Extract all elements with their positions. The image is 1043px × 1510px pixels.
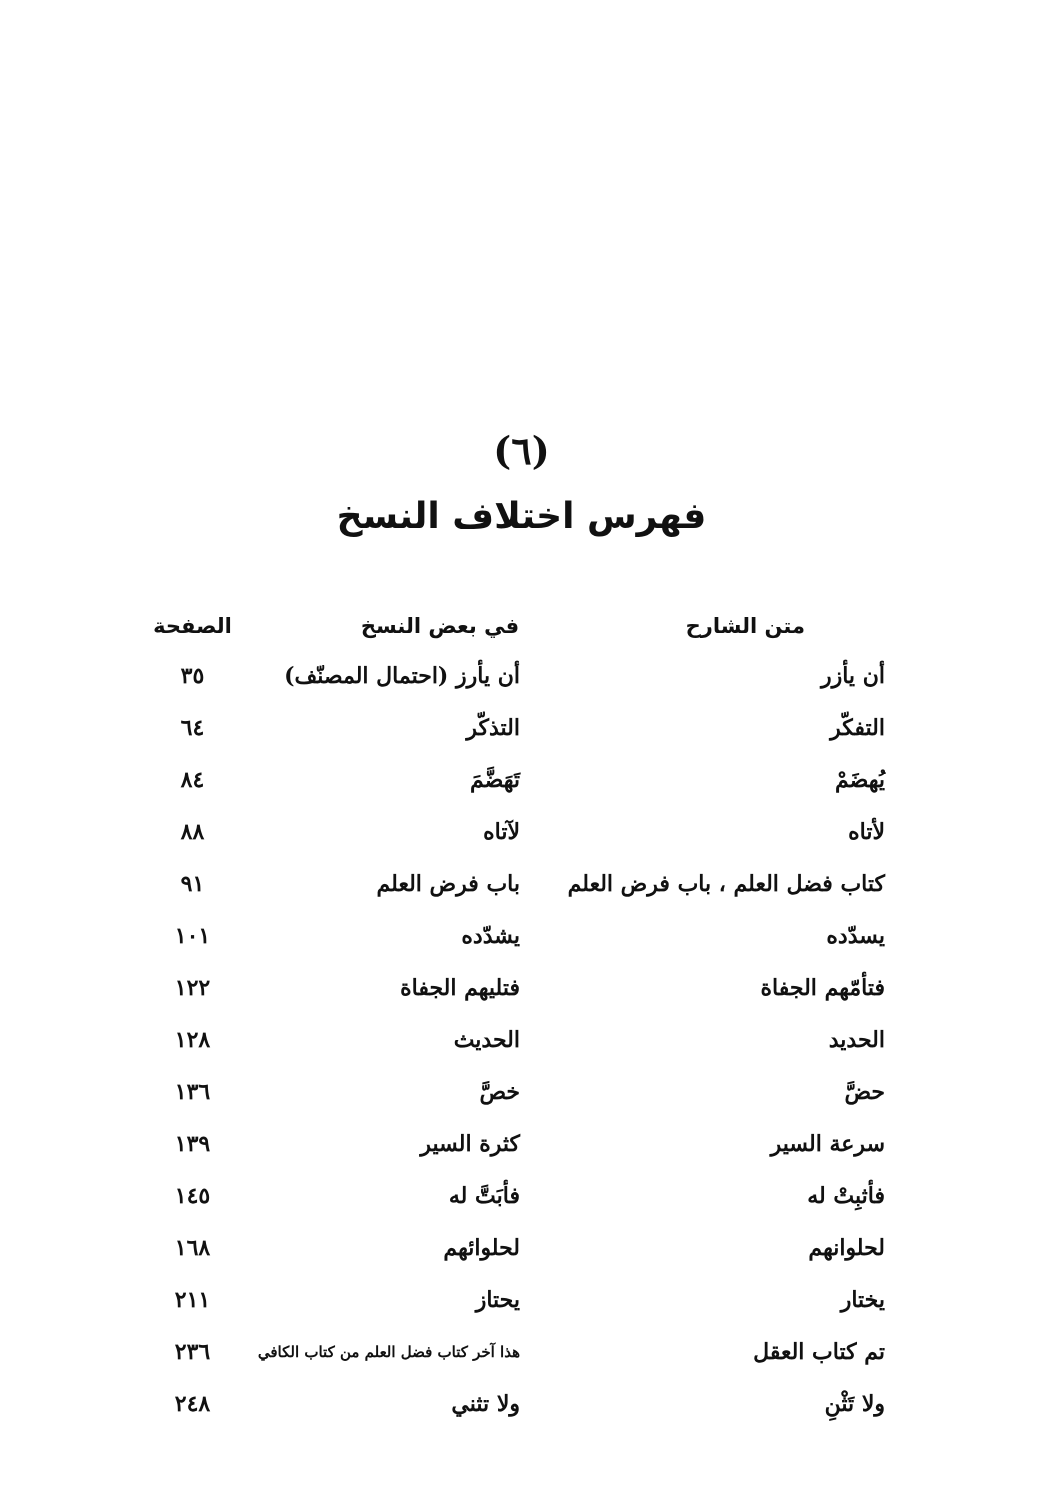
- variant-text: خصَّ: [479, 1079, 520, 1105]
- page-title: فهرس اختلاف النسخ: [336, 496, 707, 537]
- original-text: سرعة السير: [770, 1131, 885, 1157]
- table-row: [150, 760, 885, 812]
- page-number: ١٤٥: [174, 1183, 211, 1209]
- variant-text: هذا آخر كتاب فضل العلم من كتاب الكافي: [257, 1343, 520, 1361]
- original-text: يسدّده: [826, 923, 885, 949]
- page-number: ٢١١: [174, 1287, 211, 1313]
- original-text: كتاب فضل العلم ، باب فرض العلم: [567, 871, 885, 897]
- page-number: ٩١: [180, 871, 205, 897]
- variant-text: تَهَضَّمَ: [470, 767, 520, 793]
- page-number: ٨٤: [180, 767, 205, 793]
- table-row: [150, 656, 885, 708]
- header-original-text: متن الشارح: [685, 614, 805, 638]
- page-number: ٦٤: [180, 715, 205, 741]
- variant-text: يحتاز: [475, 1287, 520, 1313]
- table-row: [150, 708, 885, 760]
- page-number: ١٣٩: [174, 1131, 211, 1157]
- original-text: يختار: [840, 1287, 885, 1313]
- variant-text: أن يأرز (احتمال المصنّف): [284, 663, 520, 689]
- page-number: ٢٤٨: [174, 1391, 211, 1417]
- original-text: فتأمّهم الجفاة: [760, 975, 885, 1001]
- variant-text: الحديث: [453, 1027, 520, 1053]
- table-row: [150, 812, 885, 864]
- variants-index-table: [150, 606, 885, 1436]
- variant-text: يشدّده: [461, 923, 520, 949]
- variant-text: كثرة السير: [420, 1131, 520, 1157]
- page-number: ١٣٦: [174, 1079, 211, 1105]
- original-text: ولا تَثْنِ: [824, 1391, 885, 1417]
- original-text: فأثبِتْ له: [807, 1183, 885, 1209]
- table-row: [150, 916, 885, 968]
- table-row: [150, 1280, 885, 1332]
- table-row: [150, 1072, 885, 1124]
- variant-text: التذكّر: [466, 715, 520, 741]
- original-text: أن يأزر: [820, 663, 885, 689]
- variant-text: فتليهم الجفاة: [400, 975, 520, 1001]
- table-row: [150, 1228, 885, 1280]
- original-text: التفكّر: [830, 715, 885, 741]
- original-text: حضَّ: [844, 1079, 885, 1105]
- page-number: ٨٨: [180, 819, 205, 845]
- page-number: ٢٣٦: [174, 1339, 211, 1365]
- table-row: [150, 1176, 885, 1228]
- variant-text: باب فرض العلم: [376, 871, 520, 897]
- page-number: ١٢٢: [174, 975, 211, 1001]
- table-row: [150, 1020, 885, 1072]
- variant-text: ولا تثني: [451, 1391, 520, 1417]
- original-text: الحديد: [828, 1027, 885, 1053]
- section-number: (٦): [493, 428, 550, 473]
- table-row: [150, 1332, 885, 1384]
- header-page: الصفحة: [153, 614, 232, 638]
- original-text: لحلوانهم: [808, 1235, 885, 1261]
- page-number: ١٢٨: [174, 1027, 211, 1053]
- table-row: [150, 1124, 885, 1176]
- table-row: [150, 1384, 885, 1436]
- original-text: تم كتاب العقل: [753, 1339, 885, 1365]
- variant-text: فأبَتَّ له: [448, 1183, 520, 1209]
- variant-text: لحلوائهم: [443, 1235, 520, 1261]
- page-number: ٣٥: [180, 663, 205, 689]
- original-text: لأتاه: [848, 819, 885, 845]
- variant-text: لآتاه: [483, 819, 520, 845]
- original-text: يُهضَمْ: [835, 767, 885, 793]
- header-variant-text: في بعض النسخ: [360, 614, 520, 638]
- table-header-row: [150, 606, 885, 656]
- page-number: ١٠١: [174, 923, 211, 949]
- page-number: ١٦٨: [174, 1235, 211, 1261]
- table-row: [150, 864, 885, 916]
- table-row: [150, 968, 885, 1020]
